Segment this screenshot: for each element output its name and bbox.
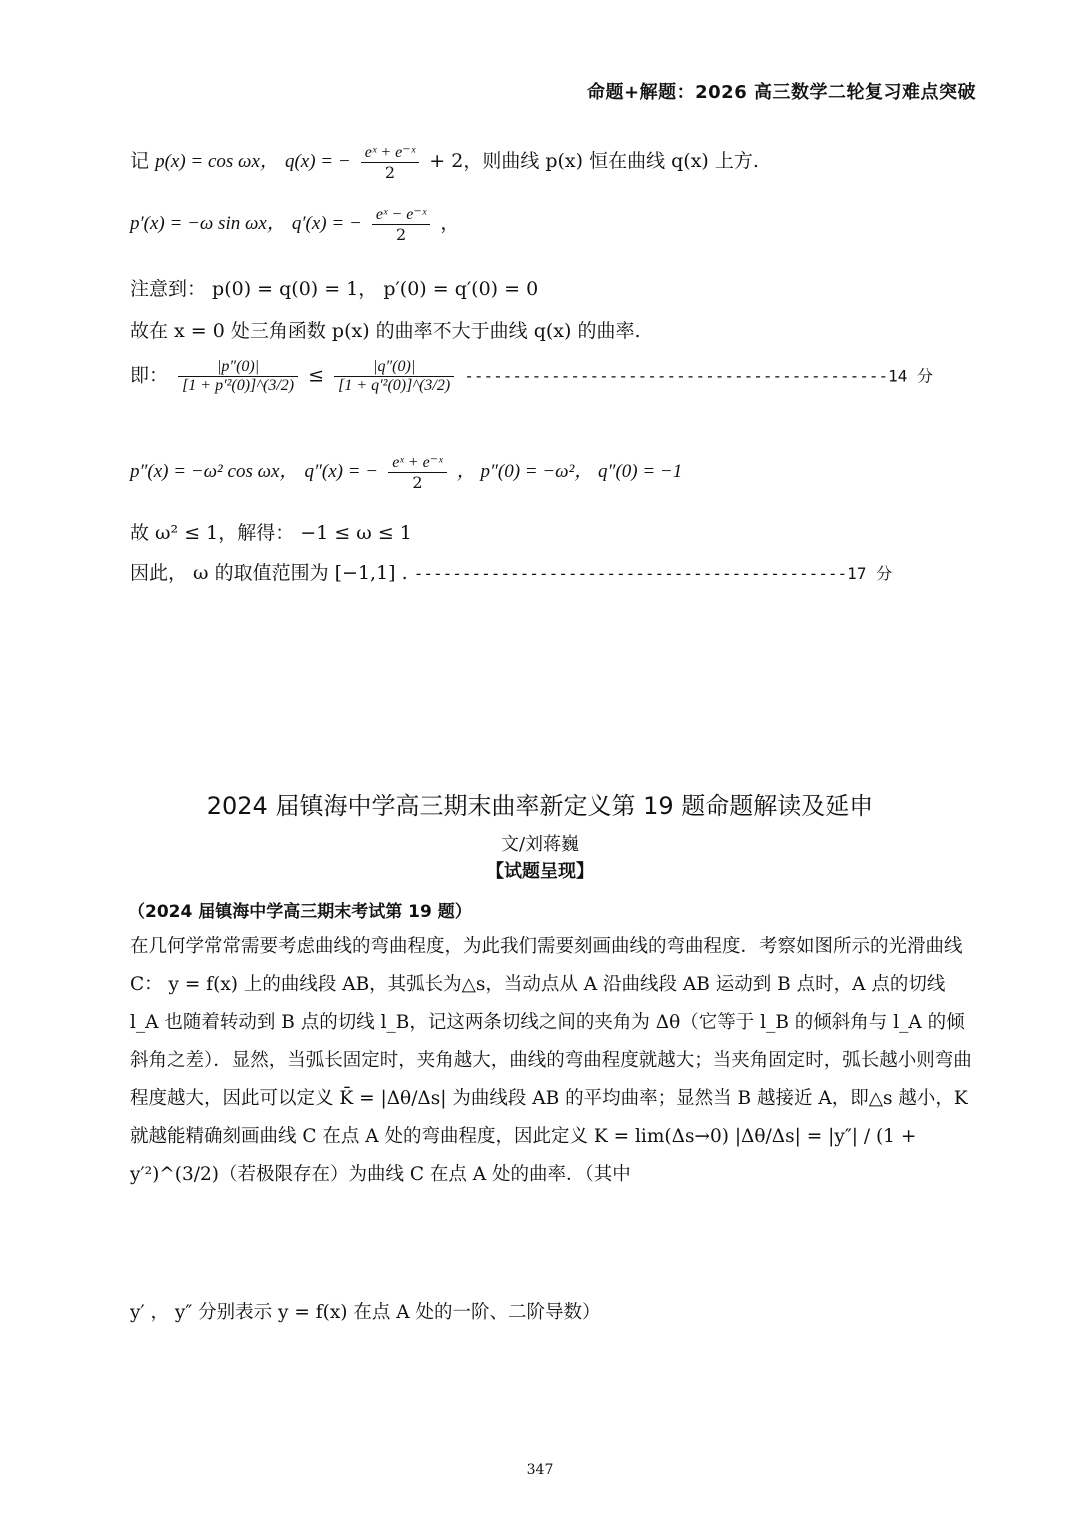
fraction-left: $\frac{|p''(0)|}{\text{[1 + p′²(0)]\textasciicircum{}(3/2)}}$ [178,358,298,395]
problem-paragraph-end: y′ ， y″ 分别表示 y = f(x) 在点 A 处的一阶、二阶导数） [130,1302,601,1323]
running-header: 命题+解题：2026 高三数学二轮复习难点突破 [587,82,976,103]
solution-line-6: p″(x) = −ω² cos ωx， q″(x) = − $\frac{\text{eˣ + e⁻ˣ}}{2}$ ， p″(0) = −ω²， q″(0) = −1 [130,454,683,492]
problem-paragraph: 在几何学常常需要考虑曲线的弯曲程度，为此我们需要刻画曲线的弯曲程度．考察如图所示的光滑曲线 C： y = f(x) 上的曲线段 AB，其弧长为△s，当动点从 A 沿曲线段 AB 运动到 B 点时，A 点的切线 l_A 也随着转动到 B 点的切线 l_B，记这两条切线之间的夹角为 Δθ（它等于 l_B 的倾斜角与 l_A 的倾斜角之差）．显然，当弧长固定时，夹角越大，曲线的弯曲程度就越大；当夹角固定时，弧长越小则弯曲程度越大，因此可以定义 K̄ = |Δθ/Δs| 为曲线段 AB 的平均曲率；显然当 B 越接近 A，即△s 越小，K 就越能精确刻画曲线 C 在点 A 处的弯曲程度，因此定义 K = lim(Δs→0) |Δθ/Δs| = |y″| / (1 + y′²)^(3/2)（若极限存在）为曲线 C 在点 A 处的曲率．（其中 [130,936,972,1185]
solution-line-2: p′(x) = −ω sin ωx， q′(x) = − $\frac{\text{eˣ − e⁻ˣ}}{2}$ ， [130,206,460,244]
section-heading: 【试题呈现】 [486,861,594,882]
solution-line-4: 故在 x = 0 处三角函数 p(x) 的曲率不大于曲线 q(x) 的曲率. [130,320,641,342]
fraction-right: $\frac{|q''(0)|}{\text{[1 + q′²(0)]\textasciicircum{}(3/2)}}$ [334,358,454,395]
solution-line-1: 记 p(x) = cos ωx， q(x) = − $\frac{\text{eˣ + e⁻ˣ}}{2}$ + 2，则曲线 p(x) 恒在曲线 q(x) 上方. [130,144,759,182]
solution-line-3: 注意到： p(0) = q(0) = 1， p′(0) = q′(0) = 0 [130,278,539,300]
score-marker: --------------------------------------------14 分 [464,366,933,386]
article-author: 文/刘蒋巍 [500,834,580,855]
solution-line-5: 即： $\frac{|p''(0)|}{\text{[1 + p′²(0)]\textasciicircum{}(3/2)}}$ ≤ $\frac{|q''(0)|}{\text{[1 + q′²(0)]\textasciicircum{}(3/2)}}$ --------------------------------------------14 分 [130,358,933,394]
article-title: 2024 届镇海中学高三期末曲率新定义第 19 题命题解读及延申 [206,792,874,820]
page-number: 347 [526,1462,554,1478]
fraction: $\frac{\text{eˣ + e⁻ˣ}}{2}$ [361,142,419,182]
fraction: $\frac{\text{eˣ + e⁻ˣ}}{2}$ [388,452,446,492]
problem-source: （2024 届镇海中学高三期末考试第 19 题） [128,902,472,922]
solution-line-7: 故 ω² ≤ 1，解得： −1 ≤ ω ≤ 1 [130,522,412,544]
fraction: $\frac{\text{eˣ − e⁻ˣ}}{2}$ [372,204,430,244]
score-marker: ---------------------------------------------17 分 [413,564,893,583]
solution-line-8: 因此， ω 的取值范围为 [−1,1] . ---------------------------------------------17 分 [130,562,893,584]
